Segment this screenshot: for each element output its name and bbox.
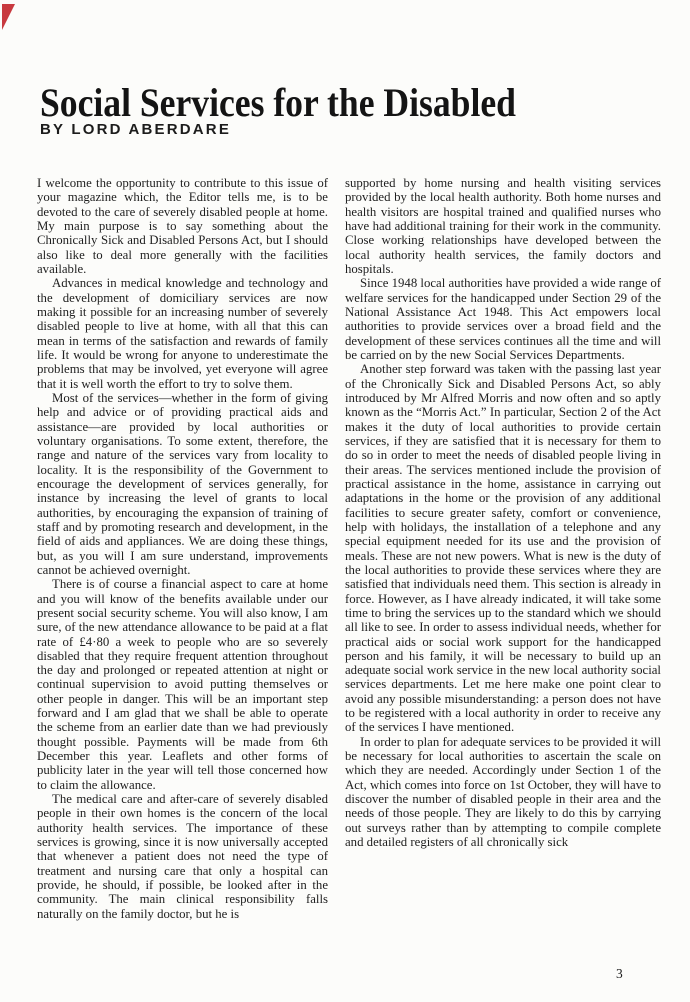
red-corner-mark <box>2 4 15 30</box>
page-number: 3 <box>616 966 623 981</box>
paragraph: supported by home nursing and health visiting services provided by the local health authority. Both home nurses and health visitors are hospital trained and qualified nurses who have had additional training for their work in the community. Close working relationships have developed between the local authority health services, the family doctors and hospitals. <box>345 176 661 276</box>
paragraph: In order to plan for adequate services to be provided it will be necessary for local authorities to ascertain the scale on which they are needed. Accordingly under Section 1 of the Act, which comes into force on 1st October, they will have to discover the number of disabled people in their area and the needs of those people. They are likely to do this by carrying out surveys rather than by attempting to compile complete and detailed registers of all chronically sick <box>345 734 661 850</box>
paragraph: Another step forward was taken with the passing last year of the Chronically Sick and Disabled Persons Act, so ably introduced by Mr Alfred Morris and now often and so aptly known as the “Morris Act.” In particular, Section 2 of the Act makes it the duty of local authorities to provide certain services, if they are satisfied that it is necessary for them to do so in order to meet the needs of disabled people living in their areas. The services mentioned include the provision of practical assistance in the home, assistance in carrying out adaptations in the home or the provision of any additional facilities to secure greater safety, comfort or convenience, help with holidays, the installation of a telephone and any special equipment needed for its use and the provision of meals. These are not new powers. What is new is the duty of the local authorities to provide these services where they are satisfied that individuals need them. This section is already in force. However, as I have already indicated, it will take some time to bring the services up to the standard which we should all like to see. In order to assess individual needs, whether for practical aids or social work support for the handicapped person and his family, it will be necessary to build up an adequate social work service in the new local authority social services departments. Let me here make one point clear to avoid any possible misunderstanding: a person does not have to be registered with a local authority in order to receive any of the services I have mentioned. <box>345 362 661 735</box>
paragraph: The medical care and after-care of severely disabled people in their own homes is the concern of the local authority health services. The importance of these services is growing, since it is now universally accepted that whenever a patient does not need the type of treatment and nursing care that only a hospital can provide, he should, if possible, be looked after in the community. The main clinical responsibility falls naturally on the family doctor, but he is <box>37 792 328 921</box>
article-title: Social Services for the Disabled <box>40 79 516 125</box>
paragraph: Advances in medical knowledge and technology and the development of domiciliary services are now making it possible for an increasing number of severely disabled people to live at home, with all that this can mean in terms of the satisfaction and rewards of family life. It would be wrong for anyone to underestimate the problems that may be involved, yet everyone will agree that it is well worth the effort to try to solve them. <box>37 276 328 391</box>
right-column <box>345 176 661 849</box>
paragraph: I welcome the opportunity to contribute to this issue of your magazine which, the Editor tells me, is to be devoted to the care of severely disabled people at home. My main purpose is to say something about the Chronically Sick and Disabled Persons Act, but I should also like to deal more generally with the facilities available. <box>37 176 328 276</box>
paragraph: Most of the services—whether in the form of giving help and advice or of providing practical aids and assistance—are provided by local authorities or voluntary organisations. To some extent, therefore, the range and nature of the services vary from locality to locality. It is the responsibility of the Government to encourage the development of services generally, for instance by increasing the level of grants to local authorities, by encouraging the expansion of training of staff and by promoting research and development, in the field of aids and appliances. We are doing these things, but, as you will I am sure understand, improvements cannot be achieved overnight. <box>37 390 328 577</box>
paragraph: Since 1948 local authorities have provided a wide range of welfare services for the handicapped under Section 29 of the National Assistance Act 1948. This Act empowers local authorities to provide services over a broad field and the development of these services continues all the time and will be carried on by the new Social Services Departments. <box>345 276 661 362</box>
paragraph: There is of course a financial aspect to care at home and you will know of the benefits available under our present social security scheme. You will also know, I am sure, of the new attendance allowance to be paid at a flat rate of £4·80 a week to people who are so severely disabled that they require frequent attention throughout the day and prolonged or repeated attention at night or continual supervision to avoid putting themselves or other people in danger. This will be an important step forward and I am glad that we shall be able to operate the scheme from an earlier date than we had previously thought possible. Payments will be made from 6th December this year. Leaflets and other forms of publicity later in the year will tell those concerned how to claim the allowance. <box>37 577 328 792</box>
left-column <box>37 176 328 921</box>
article-byline: BY LORD ABERDARE <box>40 121 232 138</box>
